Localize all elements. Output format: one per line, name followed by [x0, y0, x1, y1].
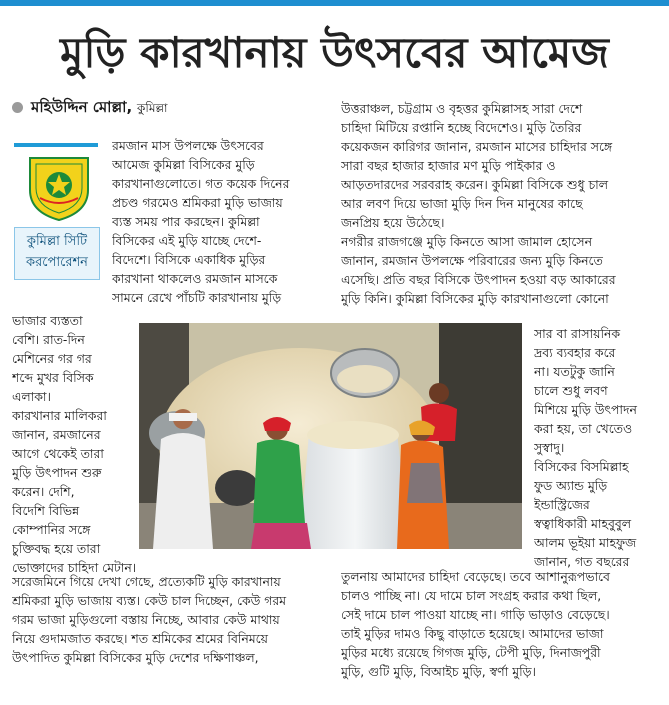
- column-a-top: [112, 136, 327, 307]
- city-corporation-box: [14, 227, 100, 280]
- text-line: তুলনায় আমাদের চাহিদা বেড়েছে। তবে আশানুরূপভাবে: [341, 569, 610, 584]
- text-line: মুড়ি, গুটি মুড়ি, বিআইচ মুড়ি, স্বর্ণা মুড়ি।: [341, 664, 536, 679]
- text-line: কয়েকজন কারিগর জানান, রমজান মাসের চাহিদার সঙ্গে: [341, 139, 613, 154]
- column-a-middle: [12, 311, 136, 577]
- text-line: ইন্ডাস্ট্রিজের: [534, 497, 590, 512]
- text-line: আড়তদারদের সরবরাহ করেন। কুমিল্লা বিসিকে শুধু চাল: [341, 177, 608, 192]
- text-line: কারখানা থাকলেও রমজান মাসকে: [112, 271, 278, 286]
- text-line: মেশিনের গর গর: [12, 351, 92, 366]
- text-line: নগরীর রাজগঞ্জে মুড়ি কিনতে আসা জামাল হোসেন: [341, 234, 592, 249]
- column-b-bottom: [341, 567, 661, 681]
- text-line: কারখানাগুলোতে। গত কয়েক দিনের: [112, 176, 290, 191]
- text-line: স্বত্বাধিকারী মাহবুবুল: [534, 516, 632, 531]
- text-line: চালে শুধু লবণ: [534, 383, 608, 398]
- text-line: জনপ্রিয় হয়ে উঠেছে।: [341, 215, 445, 230]
- column-b-top: [341, 99, 659, 308]
- text-line: রমজান মাস উপলক্ষে উৎসবের: [112, 138, 264, 153]
- city-corporation-line-2: করপোরেশন: [26, 255, 88, 270]
- city-corporation-emblem-icon: [24, 152, 94, 222]
- text-line: তাই মুড়ির দামও কিছু বাড়াতে হয়েছে। আমাদের ভাজা: [341, 626, 604, 641]
- text-line: সুস্বাদু।: [534, 440, 565, 455]
- text-line: চালও পাচ্ছি না। যে দামে চাল সংগ্রহ করার কথা ছিল,: [341, 588, 602, 603]
- text-line: না। যতটুকু জানি: [534, 364, 615, 379]
- headline: মুড়ি কারখানায় উৎসবের আমেজ: [60, 28, 609, 77]
- byline: [12, 96, 168, 121]
- text-line: জানান, রমজান উপলক্ষে পরিবারের জন্য মুড়ি কিনতে: [341, 253, 603, 268]
- text-line: ফুড অ্যান্ড মুড়ি: [534, 478, 608, 493]
- column-b-middle: [534, 324, 664, 571]
- text-line: মুড়ি উৎপাদন শুরু: [12, 465, 102, 480]
- text-line: উত্তরাঞ্চল, চট্টগ্রাম ও বৃহত্তর কুমিল্লাসহ সারা দেশে: [341, 101, 583, 116]
- text-line: বিসিকের এই মুড়ি যাচ্ছে দেশে-: [112, 233, 262, 248]
- text-line: বিদেশে। বিসিকে একাধিক মুড়ির: [112, 252, 266, 267]
- text-line: নিয়ে গুদামজাত করছে। শত শ্রমিকের শ্রমের বিনিময়ে: [12, 631, 268, 646]
- text-line: গরম ভাজা মুড়িগুলো বস্তায় নিচ্ছে, আবার কেউ মাথায়: [12, 612, 280, 627]
- text-line: উৎপাদিত কুমিল্লা বিসিকের মুড়ি দেশের দক্ষিণাঞ্চল,: [12, 650, 259, 665]
- text-line: মুড়ির মধ্যে রয়েছে গিগজ মুড়ি, টেপী মুড়ি, দিনাজপুরী: [341, 645, 601, 660]
- text-line: আমেজ কুমিল্লা বিসিকের মুড়ি: [112, 157, 255, 172]
- text-line: করেন। দেশি,: [12, 484, 75, 499]
- text-line: আর লবণ দিয়ে ভাজা মুড়ি দিন দিন মানুষের কাছে: [341, 196, 583, 211]
- text-line: কোম্পানির সঙ্গে: [12, 522, 91, 537]
- text-line: বিদেশি বিভিন্ন: [12, 503, 80, 518]
- text-line: ভাজার ব্যস্ততা: [12, 313, 83, 328]
- text-line: ভোক্তাদের চাহিদা মেটান।: [12, 560, 136, 575]
- text-line: মুড়ি কিনি। কুমিল্লা বিসিকের মুড়ি কারখানাগুলো কোনো: [341, 291, 609, 306]
- text-line: এলাকা।: [12, 389, 51, 404]
- text-line: জানান, গত বছরের: [534, 554, 630, 569]
- logo-rule: [14, 143, 98, 147]
- city-corporation-line-1: কুমিল্লা সিটি: [26, 234, 88, 249]
- text-line: মিশিয়ে মুড়ি উৎপাদন: [534, 402, 637, 417]
- text-line: সারা বছর হাজার হাজার মণ মুড়ি পাইকার ও: [341, 158, 556, 173]
- text-line: সেই দামে চাল পাওয়া যাচ্ছে না। গাড়ি ভাড়াও বেড়েছে।: [341, 607, 610, 622]
- text-line: চাহিদা মিটিয়ে রপ্তানি হচ্ছে বিদেশেও। মুড়ি তৈরির: [341, 120, 582, 135]
- bullet-dot-icon: [12, 102, 23, 113]
- text-line: ব্যস্ত সময় পার করছেন। কুমিল্লা: [112, 214, 260, 229]
- text-line: দ্রব্য ব্যবহার করে: [534, 345, 616, 360]
- text-line: প্রচণ্ড গরমেও শ্রমিকরা মুড়ি ভাজায়: [112, 195, 283, 210]
- text-line: করা হয়, তা খেতেও: [534, 421, 633, 436]
- text-line: কারখানার মালিকরা: [12, 408, 107, 423]
- text-line: আগে থেকেই তারা: [12, 446, 104, 461]
- text-line: চুক্তিবদ্ধ হয়ে তারা: [12, 541, 101, 556]
- text-line: এসেছি। প্রতি বছর বিসিকে উৎপাদন হওয়া বড় আকারের: [341, 272, 616, 287]
- author-place: কুমিল্লা: [137, 101, 168, 115]
- column-a-bottom: [12, 572, 332, 667]
- author-name: মহিউদ্দিন মোল্লা,: [31, 98, 133, 116]
- text-line: সার বা রাসায়নিক: [534, 326, 621, 341]
- text-line: আলম ভূইয়া মাহফুজ: [534, 535, 637, 550]
- text-line: বিসিকের বিসমিল্লাহ: [534, 459, 629, 474]
- text-line: বেশি। রাত-দিন: [12, 332, 85, 347]
- text-line: শব্দে মুখর বিসিক: [12, 370, 94, 385]
- top-accent-bar: [0, 0, 669, 6]
- text-line: সামনে রেখে পাঁচটি কারখানায় মুড়ি: [112, 290, 282, 305]
- text-line: শ্রমিকরা মুড়ি ভাজায় ব্যস্ত। কেউ চাল দিচ্ছেন, কেউ গরম: [12, 593, 287, 608]
- workers-with-puffed-rice-sack-photo: [139, 323, 522, 549]
- text-line: সরেজমিনে গিয়ে দেখা গেছে, প্রত্যেকটি মুড়ি কারখানায়: [12, 574, 281, 589]
- text-line: জানান, রমজানের: [12, 427, 101, 442]
